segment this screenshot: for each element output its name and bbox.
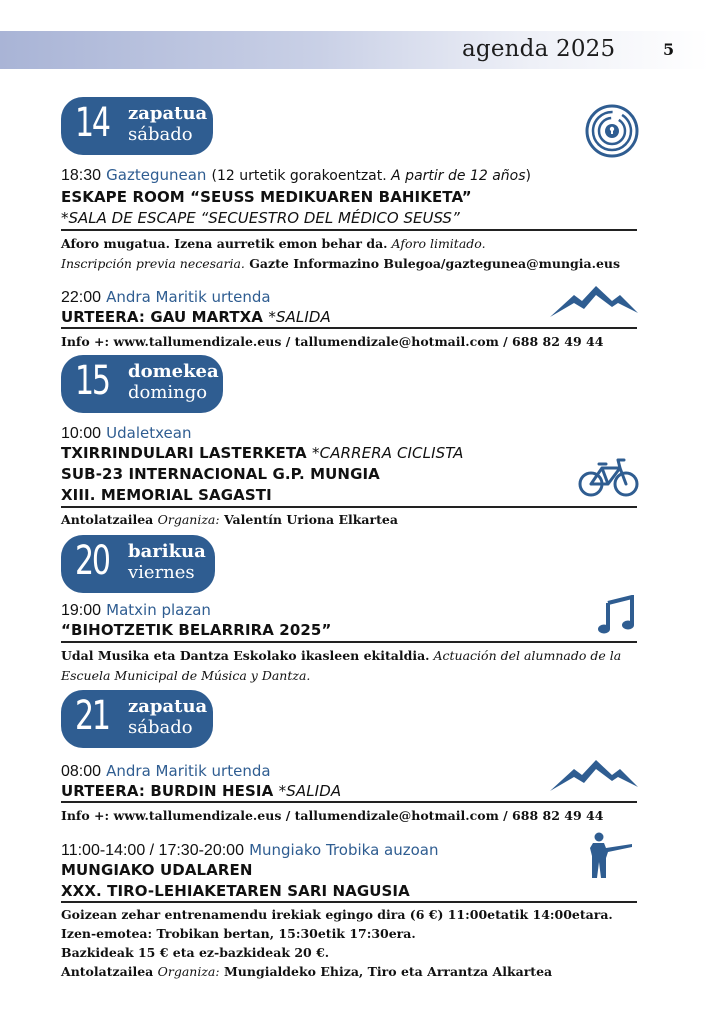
divider <box>61 327 637 329</box>
weekday-es: viernes <box>128 562 195 583</box>
event-time: 10:00 <box>61 425 102 442</box>
event-title <box>61 308 331 326</box>
event-title-eu: URTEERA: BURDIN HESIA <box>61 782 279 800</box>
event-title-eu: URTEERA: GAU MARTXA <box>61 308 269 326</box>
event-note-es: A partir de 12 años <box>391 168 526 184</box>
event-info <box>61 808 603 823</box>
event-place: Andra Maritik urtenda <box>106 288 271 306</box>
event-info-4 <box>61 964 552 979</box>
date-badge-15 <box>61 355 223 413</box>
event-title-es: *SALIDA <box>278 782 342 800</box>
info-line: Izen-emotea: Trobikan bertan, 15:30etik 17:30era. <box>61 926 416 941</box>
event-title: MUNGIAKO UDALAREN <box>61 861 253 879</box>
event-time-place <box>61 165 531 185</box>
weekday-eu: barikua <box>128 541 206 562</box>
event-time: 18:30 <box>61 167 102 184</box>
event-info-2 <box>61 926 416 941</box>
event-place: Andra Maritik urtenda <box>106 762 271 780</box>
event-time: 19:00 <box>61 602 102 619</box>
event-time: 22:00 <box>61 289 102 306</box>
event-note: (12 urtetik gorakoentzat. <box>211 168 392 184</box>
event-title <box>61 782 341 800</box>
weekday-eu: zapatua <box>128 103 208 124</box>
event-title: ESKAPE ROOM “SEUSS MEDIKUAREN BAHIKETA” <box>61 188 472 206</box>
weekday-es: sábado <box>128 717 193 738</box>
event-time-place <box>61 840 439 860</box>
event-title-eu: TXIRRINDULARI LASTERKETA <box>61 444 313 462</box>
info-eu: Udal Musika eta Dantza Eskolako ikasleen ekitaldia. <box>61 648 430 663</box>
weekday-eu: zapatua <box>128 696 208 717</box>
date-badge-20 <box>61 535 215 593</box>
event-info <box>61 648 621 663</box>
mountain-icon <box>550 283 638 319</box>
event-place: Matxin plazan <box>106 601 211 619</box>
info-org: Valentín Uriona Elkartea <box>219 512 398 527</box>
info-es: Organiza: <box>157 964 220 979</box>
event-time-place <box>61 600 211 620</box>
event-info-3 <box>61 945 329 960</box>
music-note-icon <box>598 595 636 635</box>
info-eu: Antolatzailea <box>61 512 158 527</box>
divider <box>61 506 637 508</box>
day-number: 21 <box>75 693 109 739</box>
event-title <box>61 444 463 462</box>
event-time: 08:00 <box>61 763 102 780</box>
weekday-es: domingo <box>128 382 208 403</box>
event-place: Gaztegunean <box>106 166 207 184</box>
info-eu: Aforo mugatua. Izena aurretik emon behar da. <box>61 236 388 251</box>
info-contact: Gazte Informazino Bulegoa/gaztegunea@mungia.eus <box>244 256 621 271</box>
info-es: Escuela Municipal de Música y Dantza. <box>61 668 311 683</box>
info-eu: Antolatzailea <box>61 964 158 979</box>
info-line: Goizean zehar entrenamendu irekiak egingo dira (6 €) 11:00etatik 14:00etara. <box>61 907 613 922</box>
event-time: 11:00-14:00 / 17:30-20:00 <box>61 842 244 859</box>
divider <box>61 641 637 643</box>
divider <box>61 901 637 903</box>
event-place: Mungiako Trobika auzoan <box>249 841 439 859</box>
mountain-icon <box>550 757 638 793</box>
labyrinth-icon <box>585 104 639 158</box>
day-number: 15 <box>75 358 109 404</box>
event-title-2: SUB-23 INTERNACIONAL G.P. MUNGIA <box>61 465 380 483</box>
info-es: Actuación del alumnado de la <box>429 648 622 663</box>
shooter-icon <box>584 832 636 880</box>
event-title-es: *SALIDA <box>268 308 331 326</box>
event-title-3: XIII. MEMORIAL SAGASTI <box>61 486 272 504</box>
page-title: agenda 2025 <box>462 36 616 62</box>
date-badge-21 <box>61 690 213 748</box>
day-number: 20 <box>75 538 109 584</box>
event-info-2 <box>61 256 620 271</box>
divider <box>61 229 637 231</box>
bicycle-icon <box>578 456 640 498</box>
info-es: Organiza: <box>157 512 220 527</box>
event-note-close: ) <box>525 168 531 184</box>
info-contact: Info +: www.tallumendizale.eus / tallumendizale@hotmail.com / 688 82 49 44 <box>61 334 604 349</box>
divider <box>61 801 637 803</box>
event-info-1 <box>61 907 613 922</box>
event-time-place <box>61 287 271 307</box>
weekday-eu: domekea <box>128 361 219 382</box>
info-contact: Info +: www.tallumendizale.eus / tallumendizale@hotmail.com / 688 82 49 44 <box>61 808 604 823</box>
info-org: Mungialdeko Ehiza, Tiro eta Arrantza Alkartea <box>219 964 553 979</box>
event-info <box>61 334 603 349</box>
event-info-2 <box>61 668 310 683</box>
event-title: “BIHOTZETIK BELARRIRA 2025” <box>61 621 332 639</box>
event-time-place <box>61 423 191 443</box>
day-number: 14 <box>75 100 109 146</box>
info-es: Inscripción previa necesaria. <box>61 256 245 271</box>
event-info <box>61 236 486 251</box>
page-number: 5 <box>663 40 675 59</box>
info-es: Aforo limitado. <box>387 236 486 251</box>
event-info <box>61 512 398 527</box>
info-line: Bazkideak 15 € eta ez-bazkideak 20 €. <box>61 945 330 960</box>
date-badge-14 <box>61 97 213 155</box>
weekday-es: sábado <box>128 124 193 145</box>
event-title-es: *CARRERA CICLISTA <box>312 444 464 462</box>
event-title-es: *SALA DE ESCAPE “SECUESTRO DEL MÉDICO SEUSS” <box>61 209 460 227</box>
event-title-2: XXX. TIRO-LEHIAKETAREN SARI NAGUSIA <box>61 882 410 900</box>
event-time-place <box>61 761 271 781</box>
event-place: Udaletxean <box>106 424 192 442</box>
